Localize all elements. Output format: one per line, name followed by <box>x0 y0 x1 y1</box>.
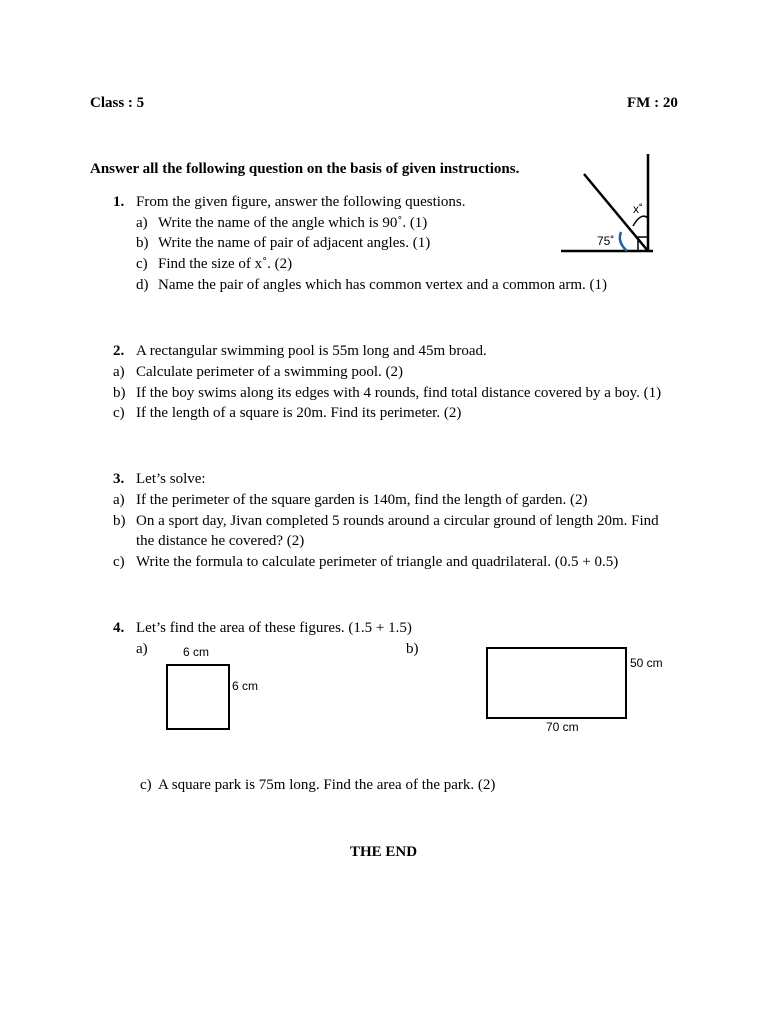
q1-a-text: Write the name of the angle which is 90˚. (1) <box>158 215 428 231</box>
q1-c-letter: c) <box>136 256 148 272</box>
q4-number: 4. <box>113 620 125 636</box>
angle-75-label: 75˚ <box>597 234 615 248</box>
q1-d-letter: d) <box>136 277 149 293</box>
q4-a-letter: a) <box>136 641 148 657</box>
q2-text: A rectangular swimming pool is 55m long and 45m broad. <box>136 343 487 359</box>
q4-text: Let’s find the area of these figures. (1.5 + 1.5) <box>136 620 412 636</box>
q2-b-text: If the boy swims along its edges with 4 rounds, find total distance covered by a boy. (1) <box>136 385 662 401</box>
rectangle-figure <box>486 647 627 719</box>
angle-x-label: x˚ <box>633 202 643 216</box>
q3-c-text: Write the formula to calculate perimeter of triangle and quadrilateral. (0.5 + 0.5) <box>136 554 619 570</box>
angle-75-arc <box>620 232 627 251</box>
q3-b-text-line2: the distance he covered? (2) <box>136 533 305 549</box>
instructions: Answer all the following question on the basis of given instructions. <box>90 161 520 177</box>
square-side-label: 6 cm <box>232 679 259 693</box>
full-marks-label: FM : 20 <box>627 95 678 111</box>
q3-a-text: If the perimeter of the square garden is 140m, find the length of garden. (2) <box>136 492 588 508</box>
q2-c-text: If the length of a square is 20m. Find its perimeter. (2) <box>136 405 462 421</box>
q4-b-letter: b) <box>406 641 419 657</box>
rectangle-bottom-label: 70 cm <box>546 720 579 734</box>
q1-c-text: Find the size of x˚. (2) <box>158 256 293 272</box>
q2-number: 2. <box>113 343 125 359</box>
q2-a-text: Calculate perimeter of a swimming pool. (2) <box>136 364 404 380</box>
q4-c-letter: c) <box>140 777 152 793</box>
q3-c-letter: c) <box>113 554 125 570</box>
q2-c-letter: c) <box>113 405 125 421</box>
square-top-label: 6 cm <box>183 645 210 659</box>
q4-c-text: A square park is 75m long. Find the area of the park. (2) <box>158 777 496 793</box>
angle-x-arc <box>633 216 648 226</box>
q3-a-letter: a) <box>113 492 125 508</box>
class-label: Class : 5 <box>90 95 145 111</box>
q2-a-letter: a) <box>113 364 125 380</box>
q1-d-text: Name the pair of angles which has common vertex and a common arm. (1) <box>158 277 608 293</box>
q1-a-letter: a) <box>136 215 148 231</box>
q1-b-letter: b) <box>136 235 149 251</box>
q1-b-text: Write the name of pair of adjacent angles. (1) <box>158 235 431 251</box>
q2-b-letter: b) <box>113 385 126 401</box>
rectangle-side-label: 50 cm <box>630 656 663 670</box>
q1-text: From the given figure, answer the following questions. <box>136 194 466 210</box>
square-figure <box>166 664 230 730</box>
the-end-label: THE END <box>350 844 418 860</box>
q3-b-text: On a sport day, Jivan completed 5 rounds around a circular ground of length 20m. Find <box>136 513 659 529</box>
q3-b-letter: b) <box>113 513 126 529</box>
angle-figure <box>555 150 665 260</box>
q1-number: 1. <box>113 194 125 210</box>
q3-text: Let’s solve: <box>136 471 206 487</box>
q3-number: 3. <box>113 471 125 487</box>
